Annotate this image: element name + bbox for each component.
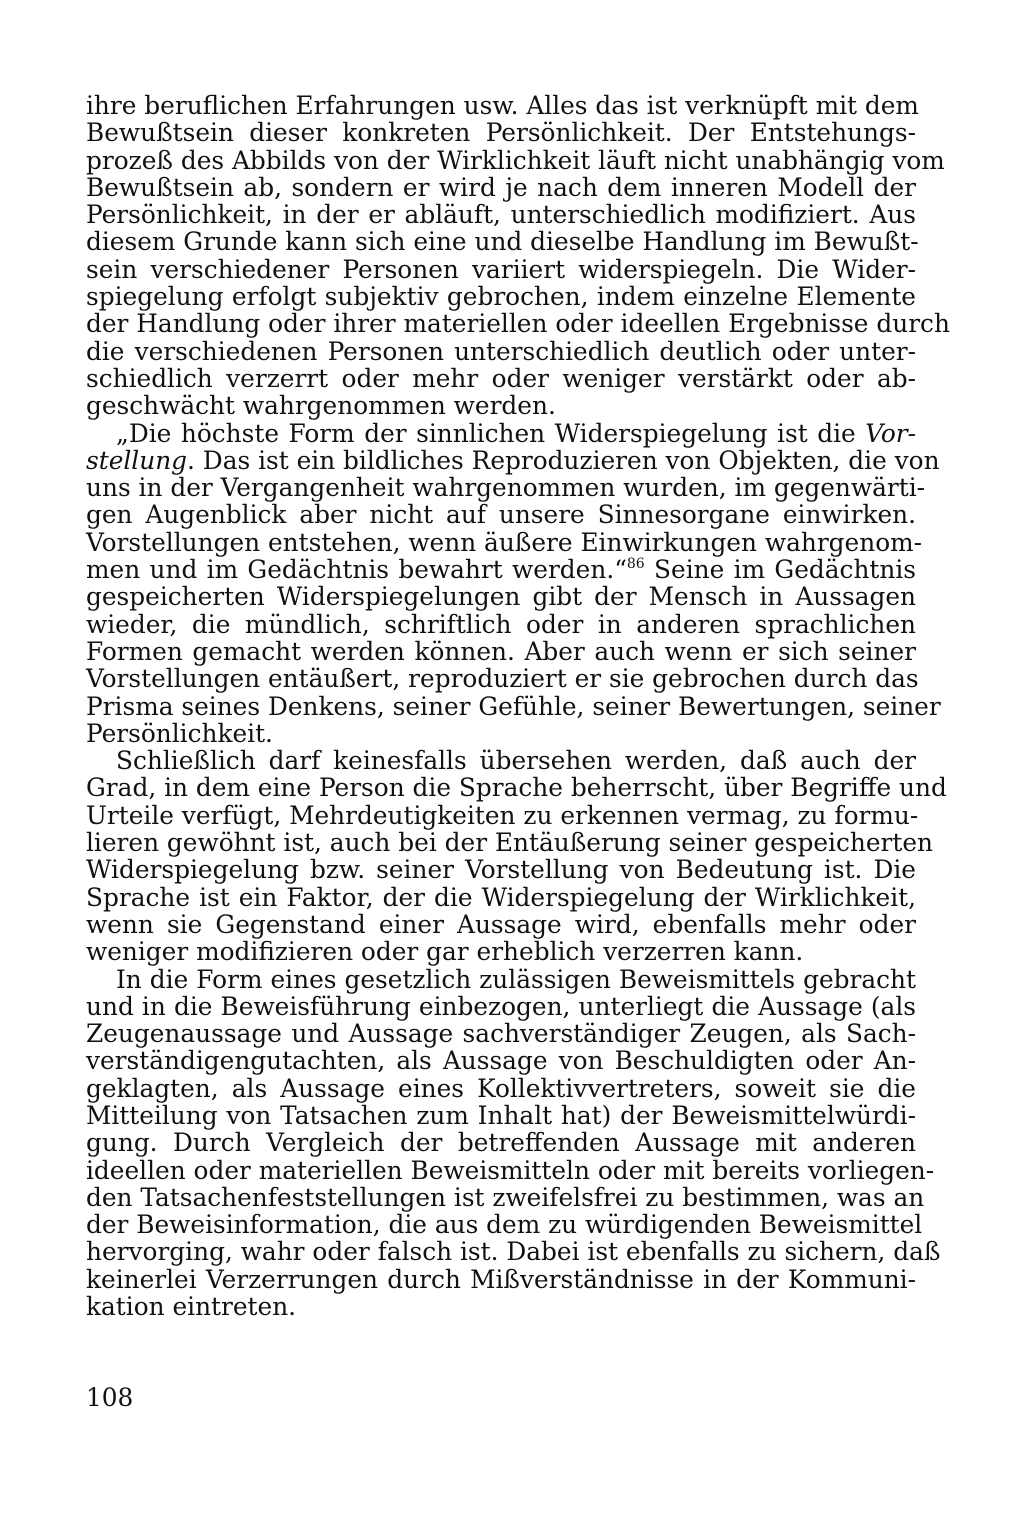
text-line: gespeicherten Widerspiegelungen gibt der Mensch in Aussagen	[86, 582, 916, 612]
text-line: prozeß des Abbilds von der Wirklichkeit läuft nicht unabhängig vom	[86, 145, 945, 175]
text-line: Bewußtsein dieser konkreten Persönlichkeit. Der Entstehungs-	[86, 118, 916, 148]
text-line: und in die Beweisführung einbezogen, unterliegt die Aussage (als	[86, 991, 916, 1021]
text-line: gung. Durch Vergleich der betreffenden Aussage mit anderen	[86, 1128, 916, 1158]
text-line: Urteile verfügt, Mehrdeutigkeiten zu erkennen vermag, zu formu-	[86, 800, 919, 830]
italic-term: stellung	[86, 445, 188, 475]
text-line: Bewußtsein ab, sondern er wird je nach dem inneren Modell der	[86, 172, 916, 202]
text-line: weniger modifizieren oder gar erheblich verzerren kann.	[86, 937, 804, 967]
text-line: Prisma seines Denkens, seiner Gefühle, seiner Bewertungen, seiner	[86, 691, 941, 721]
text-line: Widerspiegelung bzw. seiner Vorstellung von Bedeutung ist. Die	[86, 855, 916, 885]
paragraph-2	[86, 418, 941, 748]
text-line: Zeugenaussage und Aussage sachverständiger Zeugen, als Sach-	[86, 1019, 916, 1049]
text-line: Persönlichkeit, in der er abläuft, unterschiedlich modifiziert. Aus	[86, 200, 916, 230]
text-line	[86, 556, 916, 583]
text-line: schiedlich verzerrt oder mehr oder weniger verstärkt oder ab-	[86, 363, 916, 393]
text-line: uns in der Vergangenheit wahrgenommen wurden, im gegenwärti-	[86, 473, 926, 503]
text-line: Schließlich darf keinesfalls übersehen werden, daß auch der	[116, 746, 916, 776]
text-line: gen Augenblick aber nicht auf unsere Sinnesorgane einwirken.	[86, 500, 916, 530]
paragraph-1	[86, 91, 950, 421]
text-line	[86, 445, 940, 475]
text-line: ihre beruflichen Erfahrungen usw. Alles das ist verknüpft mit dem	[86, 91, 919, 120]
text-segment: „Die höchste Form der sinnlichen Widerspiegelung ist die	[116, 418, 866, 448]
text-line: die verschiedenen Personen unterschiedlich deutlich oder unter-	[86, 336, 916, 366]
text-segment: Seine im Gedächtnis	[644, 555, 917, 585]
text-segment: men und im Gedächtnis bewahrt werden.“	[86, 555, 627, 585]
text-line: sein verschiedener Personen variiert widerspiegeln. Die Wider-	[86, 254, 916, 284]
paragraph-3	[86, 746, 947, 967]
italic-term: Vor-	[865, 418, 916, 448]
text-line: den Tatsachenfeststellungen ist zweifelsfrei zu bestimmen, was an	[86, 1182, 925, 1212]
text-line: spiegelung erfolgt subjektiv gebrochen, indem einzelne Elemente	[86, 282, 916, 312]
footnote-mark: 86	[626, 556, 645, 573]
page-body	[86, 91, 950, 1322]
text-line: ideellen oder materiellen Beweismitteln oder mit bereits vorliegen-	[86, 1155, 935, 1185]
text-line: geklagten, als Aussage eines Kollektivvertreters, soweit sie die	[86, 1073, 916, 1103]
text-line: der Handlung oder ihrer materiellen oder ideellen Ergebnisse durch	[86, 309, 950, 339]
text-line: Sprache ist ein Faktor, der die Widerspiegelung der Wirklichkeit,	[86, 882, 916, 912]
page-number: 108	[86, 1383, 134, 1412]
text-line: lieren gewöhnt ist, auch bei der Entäußerung seiner gespeicherten	[86, 828, 933, 858]
text-line: verständigengutachten, als Aussage von Beschuldigten oder An-	[86, 1046, 916, 1076]
text-line: Formen gemacht werden können. Aber auch wenn er sich seiner	[86, 636, 916, 666]
text-line: Vorstellungen entstehen, wenn äußere Einwirkungen wahrgenom-	[86, 527, 923, 557]
text-line: der Beweisinformation, die aus dem zu würdigenden Beweismittel	[86, 1210, 923, 1240]
text-line: wieder, die mündlich, schriftlich oder in anderen sprachlichen	[86, 609, 916, 639]
text-line: Persönlichkeit.	[86, 718, 273, 748]
text-line: Grad, in dem eine Person die Sprache beherrscht, über Begriffe und	[86, 773, 947, 803]
text-line	[86, 420, 916, 447]
text-line: geschwächt wahrgenommen werden.	[86, 391, 556, 421]
text-line: In die Form eines gesetzlich zulässigen Beweismittels gebracht	[116, 964, 916, 994]
text-line: Mitteilung von Tatsachen zum Inhalt hat) der Beweismittelwürdi-	[86, 1100, 916, 1130]
text-line: kation eintreten.	[86, 1292, 297, 1322]
text-segment: . Das ist ein bildliches Reproduzieren von Objekten, die von	[187, 445, 940, 475]
text-line: wenn sie Gegenstand einer Aussage wird, ebenfalls mehr oder	[86, 909, 916, 939]
text-line: Vorstellungen entäußert, reproduziert er sie gebrochen durch das	[86, 664, 919, 694]
text-line: hervorging, wahr oder falsch ist. Dabei ist ebenfalls zu sichern, daß	[86, 1237, 941, 1267]
text-line: diesem Grunde kann sich eine und dieselbe Handlung im Bewußt-	[86, 227, 919, 257]
text-line: keinerlei Verzerrungen durch Mißverständnisse in der Kommuni-	[86, 1264, 916, 1294]
paragraph-4	[86, 964, 941, 1322]
